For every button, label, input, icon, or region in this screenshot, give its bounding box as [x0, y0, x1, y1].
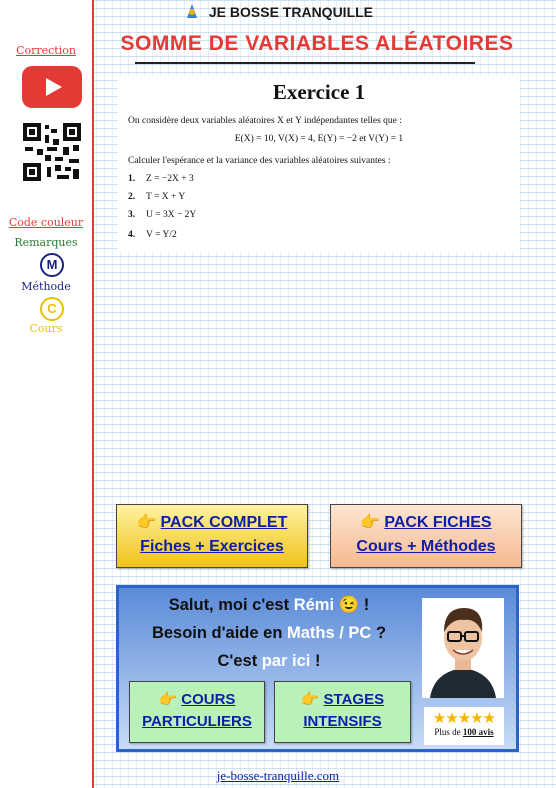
exercise-item: 4. V = Y/2 — [128, 230, 177, 240]
methode-icon: M — [40, 253, 64, 277]
rating-badge: ★★★★★ Plus de 100 avis — [424, 707, 504, 745]
title-underline — [135, 62, 475, 64]
pack-complet-button[interactable]: 👉 PACK COMPLET Fiches + Exercices — [116, 504, 308, 568]
margin-line — [92, 0, 94, 788]
cours-label: Cours — [29, 322, 63, 335]
avatar — [422, 598, 504, 698]
exercise-given: E(X) = 10, V(X) = 4, E(Y) = −2 et V(Y) = 1 — [234, 134, 404, 144]
exercise-question: Calculer l'espérance et la variance des variables aléatoires suivantes : — [128, 156, 391, 166]
brand-name: JE BOSSE TRANQUILLE — [208, 4, 374, 20]
promo-cta[interactable]: C'est par ici ! — [217, 652, 321, 670]
cours-particuliers-button[interactable]: 👉 COURS PARTICULIERS — [129, 681, 265, 743]
youtube-icon[interactable] — [22, 66, 82, 108]
code-couleur-label: Code couleur — [8, 216, 84, 229]
brand-header[interactable] — [0, 4, 556, 20]
exercise-item: 3. U = 3X − 2Y — [128, 210, 197, 220]
remarques-label: Remarques — [14, 236, 78, 249]
pointing-icon: 👉 — [360, 514, 381, 531]
exercise-intro: On considère deux variables aléatoires X et Y indépendantes telles que : — [128, 116, 402, 126]
stages-intensifs-button[interactable]: 👉 STAGES INTENSIFS — [274, 681, 411, 743]
page-title: SOMME DE VARIABLES ALÉATOIRES — [120, 32, 514, 55]
cours-icon: C — [40, 297, 64, 321]
correction-label: Correction — [16, 44, 76, 57]
promo-box — [116, 585, 519, 752]
exercise-item: 1. Z = −2X + 3 — [128, 174, 194, 184]
methode-label: Méthode — [21, 280, 71, 293]
pointing-icon: 👉 — [158, 691, 178, 708]
brand-logo-icon — [183, 4, 201, 20]
exercise-box — [118, 76, 520, 251]
pointing-icon: 👉 — [300, 691, 320, 708]
qr-code-icon[interactable] — [23, 123, 81, 181]
exercise-title: Exercice 1 — [272, 80, 366, 104]
rating-stars: ★★★★★ — [432, 710, 496, 727]
pack-fiches-button[interactable]: 👉 PACK FICHES Cours + Méthodes — [330, 504, 522, 568]
pointing-icon: 👉 — [136, 514, 157, 531]
promo-help: Besoin d'aide en Maths / PC ? — [151, 624, 387, 642]
promo-greeting: Salut, moi c'est Rémi 😉 ! — [168, 596, 370, 614]
exercise-item: 2. T = X + Y — [128, 192, 186, 202]
footer-link[interactable]: je-bosse-tranquille.com — [216, 768, 340, 783]
left-margin — [0, 0, 92, 788]
